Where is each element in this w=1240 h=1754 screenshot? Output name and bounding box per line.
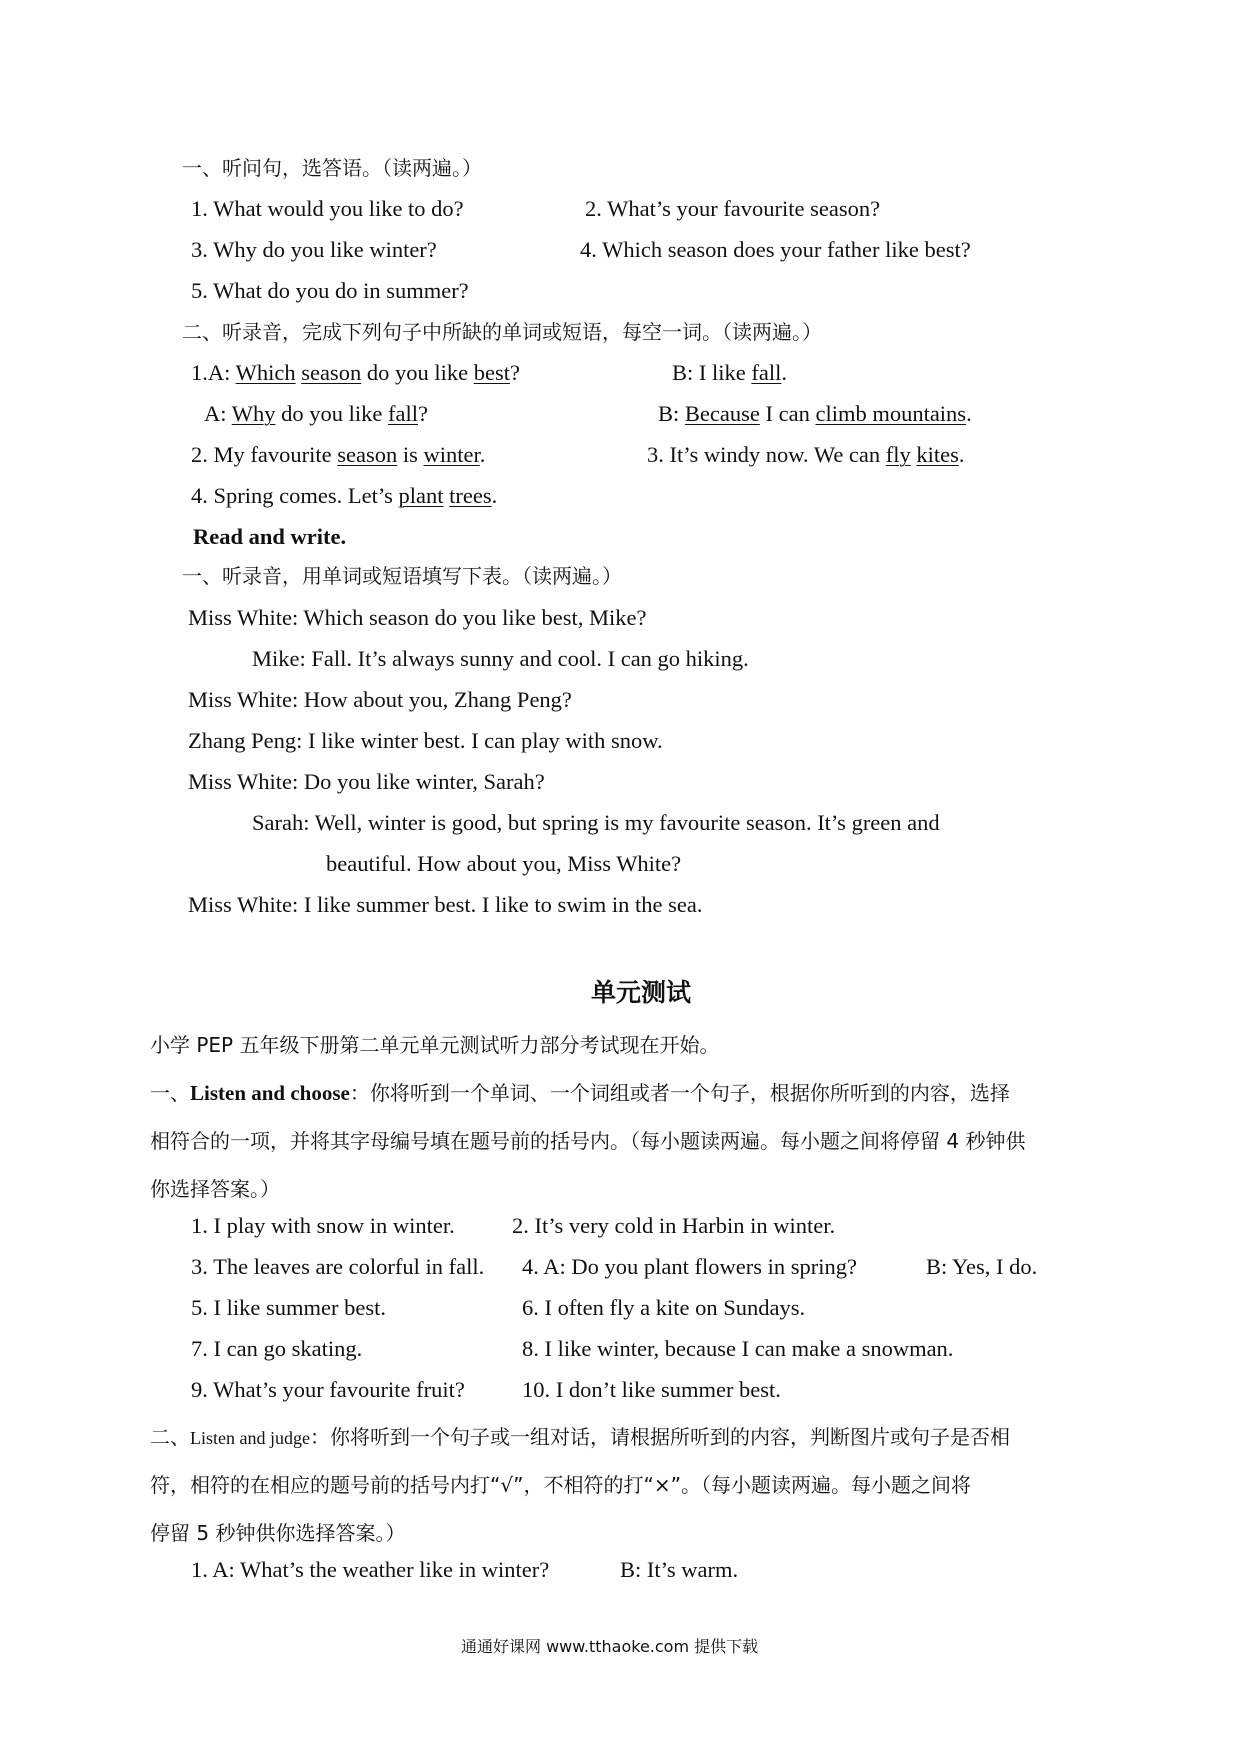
section1-item-10: 10. I don’t like summer best. — [522, 1377, 781, 1402]
section1-item-9: 9. What’s your favourite fruit? — [191, 1377, 465, 1402]
part1-question-3: 3. Why do you like winter? — [191, 237, 437, 262]
section1-item-5: 5. I like summer best. — [191, 1295, 386, 1320]
unit-test-title: 单元测试 — [591, 978, 692, 1007]
page-footer: 通通好课网 www.tthaoke.com 提供下载 — [461, 1637, 759, 1656]
read-write-heading: Read and write. — [193, 524, 347, 549]
section1-item-1: 1. I play with snow in winter. — [191, 1213, 455, 1238]
part2-answer-1a: 1.A: Which season do you like best? — [191, 360, 520, 385]
section1-instruction-line2: 相符合的一项，并将其字母编号填在题号前的括号内。（每小题读两遍。每小题之间将停留 4 秒钟供 — [150, 1129, 1026, 1153]
dialogue-line-7: beautiful. How about you, Miss White? — [326, 851, 682, 876]
dialogue-line-1: Miss White: Which season do you like best, Mike? — [188, 605, 647, 630]
part1-question-5: 5. What do you do in summer? — [191, 278, 469, 303]
section1-instruction-line1: 一、Listen and choose：你将听到一个单词、一个词组或者一个句子，根据你所听到的内容，选择 — [150, 1081, 1010, 1105]
part1-question-2: 2. What’s your favourite season? — [585, 196, 881, 221]
section1-item-2: 2. It’s very cold in Harbin in winter. — [512, 1213, 836, 1238]
section1-item-7: 7. I can go skating. — [191, 1336, 363, 1361]
part1-question-4: 4. Which season does your father like best? — [580, 237, 971, 262]
part2-answer-2: 2. My favourite season is winter. — [191, 442, 486, 467]
part2-heading: 二、听录音，完成下列句子中所缺的单词或短语，每空一词。（读两遍。） — [182, 320, 822, 344]
section1-item-6: 6. I often fly a kite on Sundays. — [522, 1295, 806, 1320]
section1-instruction-line3: 你选择答案。） — [150, 1177, 280, 1201]
read-write-instruction: 一、听录音，用单词或短语填写下表。（读两遍。） — [182, 564, 622, 588]
dialogue-line-8: Miss White: I like summer best. I like to swim in the sea. — [188, 892, 703, 917]
dialogue-line-5: Miss White: Do you like winter, Sarah? — [188, 769, 545, 794]
section1-item-4-answer: B: Yes, I do. — [926, 1254, 1038, 1279]
section2-instruction-line3: 停留 5 秒钟供你选择答案。） — [150, 1521, 406, 1545]
part2-answer-1b: B: I like fall. — [672, 360, 787, 385]
section2-item-1-answer: B: It’s warm. — [620, 1557, 739, 1582]
part1-heading: 一、听问句，选答语。（读两遍。） — [182, 156, 482, 180]
section2-item-1: 1. A: What’s the weather like in winter? — [191, 1557, 550, 1582]
part2-answer-3: 3. It’s windy now. We can fly kites. — [647, 442, 965, 467]
part1-question-1: 1. What would you like to do? — [191, 196, 464, 221]
section2-instruction-line2: 符，相符的在相应的题号前的括号内打“√”，不相符的打“×”。（每小题读两遍。每小题之间将 — [150, 1473, 971, 1497]
section1-item-4: 4. A: Do you plant flowers in spring? — [522, 1254, 857, 1279]
dialogue-line-3: Miss White: How about you, Zhang Peng? — [188, 687, 572, 712]
part2-answer-4: 4. Spring comes. Let’s plant trees. — [191, 483, 498, 508]
dialogue-line-6: Sarah: Well, winter is good, but spring is my favourite season. It’s green and — [252, 810, 940, 835]
part2-answer-1d: B: Because I can climb mountains. — [658, 401, 972, 426]
section1-item-3: 3. The leaves are colorful in fall. — [191, 1254, 485, 1279]
unit-test-intro: 小学 PEP 五年级下册第二单元单元测试听力部分考试现在开始。 — [150, 1033, 720, 1057]
dialogue-line-4: Zhang Peng: I like winter best. I can play with snow. — [188, 728, 663, 753]
dialogue-line-2: Mike: Fall. It’s always sunny and cool. I can go hiking. — [252, 646, 749, 671]
section2-instruction-line1: 二、Listen and judge：你将听到一个句子或一组对话，请根据所听到的内容，判断图片或句子是否相 — [150, 1425, 1010, 1449]
section1-item-8: 8. I like winter, because I can make a snowman. — [522, 1336, 954, 1361]
part2-answer-1c: A: Why do you like fall? — [204, 401, 428, 426]
